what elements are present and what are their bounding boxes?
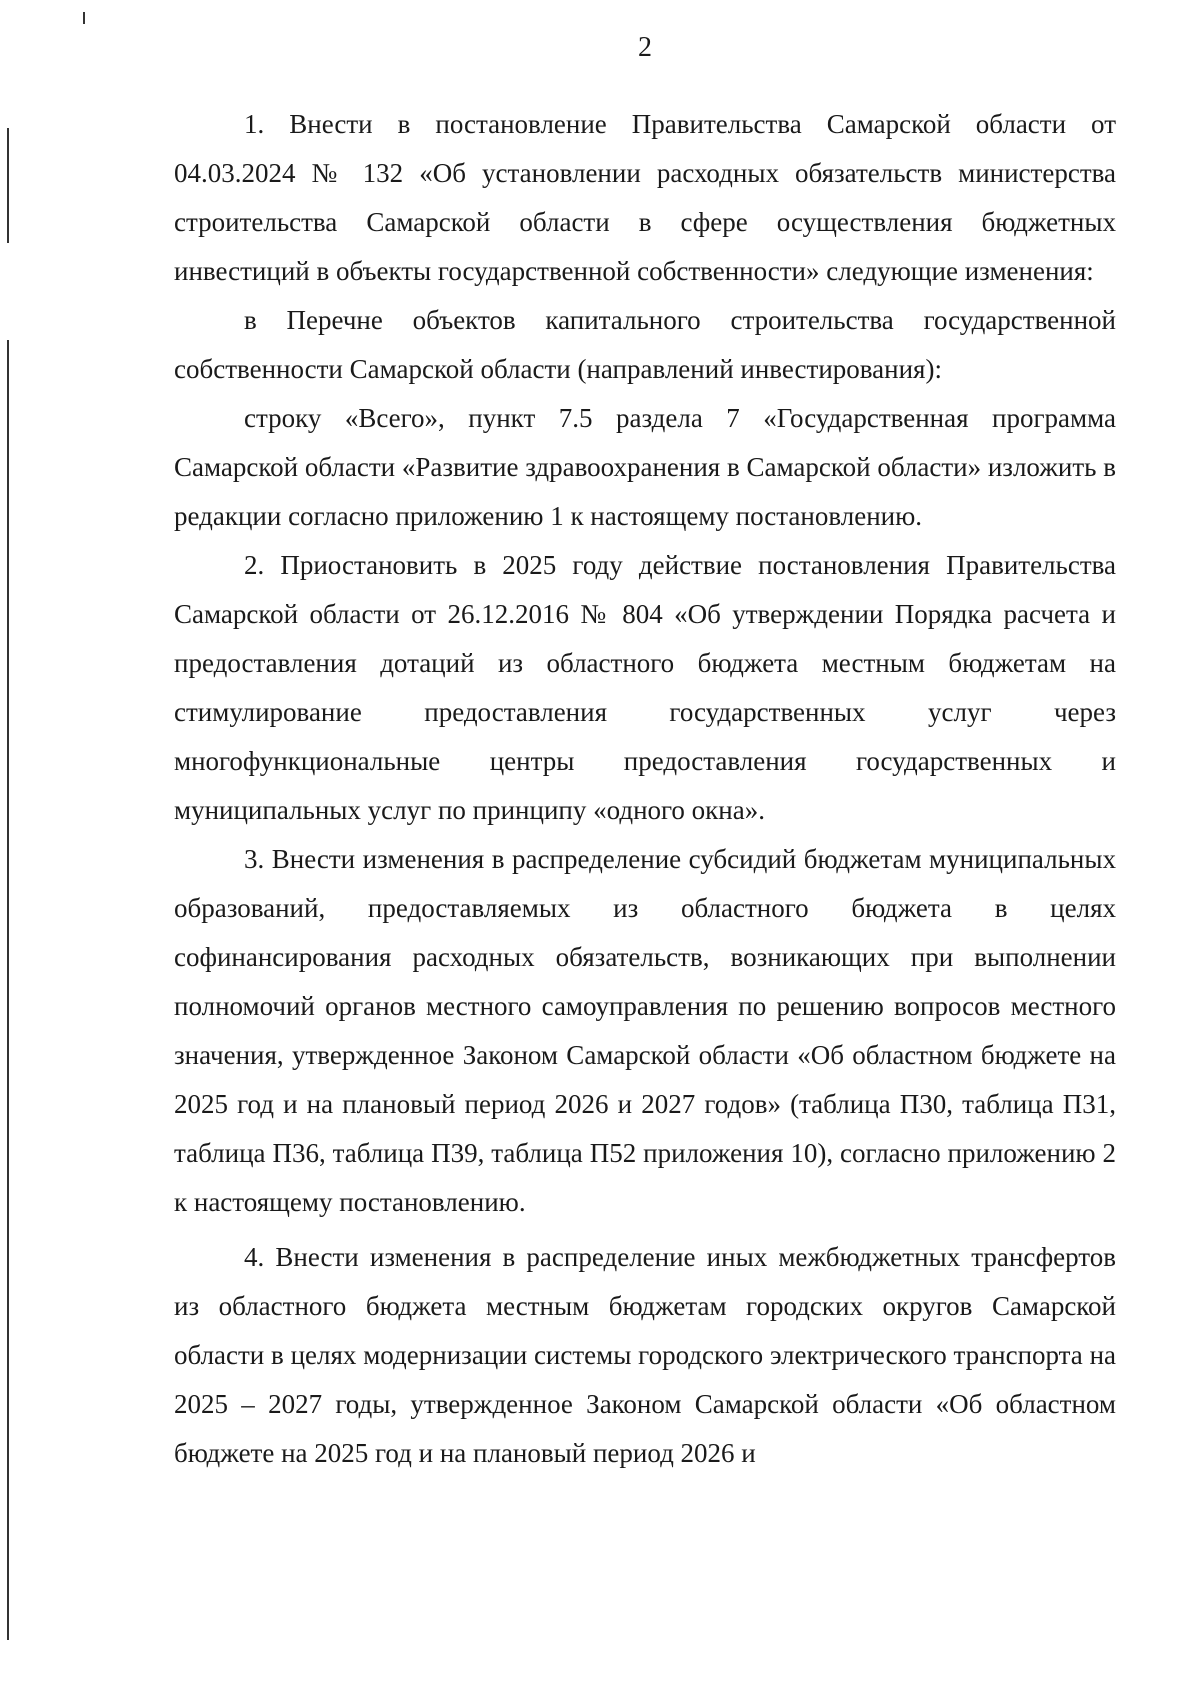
scan-artifact-margin-line-2: [7, 340, 9, 1640]
scan-artifact-margin-line-1: [7, 128, 9, 243]
document-body: [174, 100, 1116, 1478]
paragraph-list-header: в Перечне объектов капитального строительства государственной собственности Самарской области (направлений инвестирования):: [174, 305, 1116, 384]
page-number: 2: [638, 32, 652, 63]
paragraph-item-1: 1. Внести в постановление Правительства Самарской области от 04.03.2024 № 132 «Об установлении расходных обязательств министерства строительства Самарской области в сфере осуществления бюджетных инвестиций в объекты государственной собственности» следующие изменения:: [174, 109, 1116, 286]
scan-artifact-top-left: [83, 12, 85, 24]
paragraph-row-total: строку «Всего», пункт 7.5 раздела 7 «Государственная программа Самарской области «Развитие здравоохранения в Самарской области» изложить в редакции согласно приложению 1 к настоящему постановлению.: [174, 403, 1116, 531]
paragraph-item-4: 4. Внести изменения в распределение иных межбюджетных трансфертов из областного бюджета местным бюджетам городских округов Самарской области в целях модернизации системы городского электрического транспорта на 2025 – 2027 годы, утвержденное Законом Самарской области «Об областном бюджете на 2025 год и на плановый период 2026 и: [174, 1242, 1116, 1468]
paragraph-item-3: 3. Внести изменения в распределение субсидий бюджетам муниципальных образований, предоставляемых из областного бюджета в целях софинансирования расходных обязательств, возникающих при выполнении полномочий органов местного самоуправления по решению вопросов местного значения, утвержденное Законом Самарской области «Об областном бюджете на 2025 год и на плановый период 2026 и 2027 годов» (таблица П30, таблица П31, таблица П36, таблица П39, таблица П52 приложения 10), согласно приложению 2 к настоящему постановлению.: [174, 844, 1116, 1217]
paragraph-item-2: 2. Приостановить в 2025 году действие постановления Правительства Самарской области от 26.12.2016 № 804 «Об утверждении Порядка расчета и предоставления дотаций из областного бюджета местным бюджетам на стимулирование предоставления государственных услуг через многофункциональные центры предоставления государственных и муниципальных услуг по принципу «одного окна».: [174, 550, 1116, 825]
